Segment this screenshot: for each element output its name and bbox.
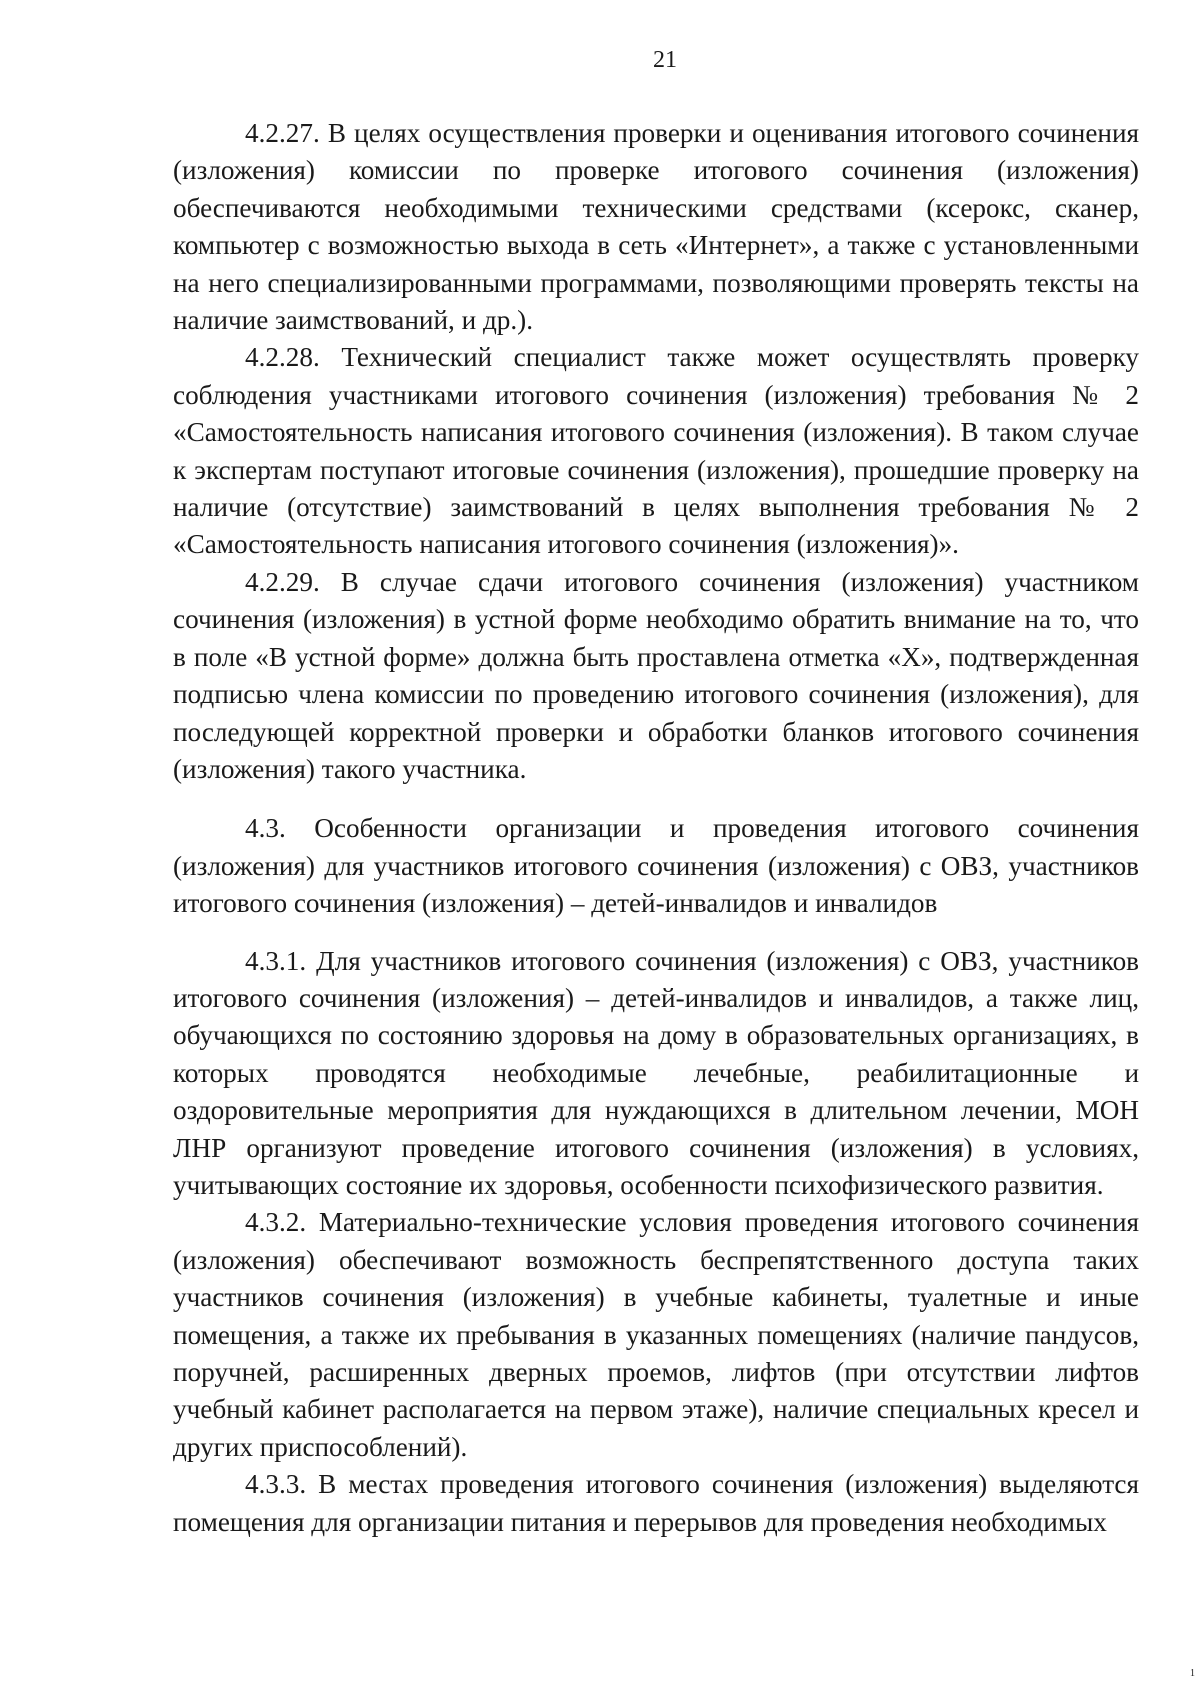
section-heading-4-3: 4.3. Особенности организации и проведения итогового сочинения (изложения) для участников итогового сочинения (изложения) с ОВЗ, участников итогового сочинения (изложения) – детей-инвалидов и инвалидов: [173, 813, 1139, 919]
page-number: 21: [653, 47, 677, 73]
paragraph-4-3-1: 4.3.1. Для участников итогового сочинения (изложения) с ОВЗ, участников итогового сочинения (изложения) – детей-инвалидов и инвалидов, а также лиц, обучающихся по состоянию здоровья на дому в образовательных организациях, в которых проводятся необходимые лечебные, реабилитационные и оздоровительные мероприятия для нуждающихся в длительном лечении, МОН ЛНР организуют проведение итогового сочинения (изложения) в условиях, учитывающих состояние их здоровья, особенности психофизического развития.: [173, 945, 1139, 1200]
paragraph-4-2-28: 4.2.28. Технический специалист также может осуществлять проверку соблюдения участниками итогового сочинения (изложения) требования № 2 «Самостоятельность написания итогового сочинения (изложения). В таком случае к экспертам поступают итоговые сочинения (изложения), прошедшие проверку на наличие (отсутствие) заимствований в целях выполнения требования № 2 «Самостоятельность написания итогового сочинения (изложения)».: [173, 342, 1139, 560]
paragraph-4-3-2: 4.3.2. Материально-технические условия проведения итогового сочинения (изложения) обеспечивают возможность беспрепятственного доступа таких участников сочинения (изложения) в учебные кабинеты, туалетные и иные помещения, а также их пребывания в указанных помещениях (наличие пандусов, поручней, расширенных дверных проемов, лифтов (при отсутствии лифтов учебный кабинет располагается на первом этаже), наличие специальных кресел и других приспособлений).: [173, 1207, 1139, 1462]
corner-mark: 1: [1190, 1668, 1195, 1679]
paragraph-4-2-27: 4.2.27. В целях осуществления проверки и оценивания итогового сочинения (изложения) комиссии по проверке итогового сочинения (изложения) обеспечиваются необходимыми техническими средствами (ксерокс, сканер, компьютер с возможностью выхода в сеть «Интернет», а также с установленными на него специализированными программами, позволяющими проверять тексты на наличие заимствований, и др.).: [173, 118, 1139, 336]
paragraph-4-3-3: 4.3.3. В местах проведения итогового сочинения (изложения) выделяются помещения для организации питания и перерывов для проведения необходимых: [173, 1469, 1139, 1537]
paragraph-4-2-29: 4.2.29. В случае сдачи итогового сочинения (изложения) участником сочинения (изложения) в устной форме необходимо обратить внимание на то, что в поле «В устной форме» должна быть проставлена отметка «Х», подтвержденная подписью члена комиссии по проведению итогового сочинения (изложения), для последующей корректной проверки и обработки бланков итогового сочинения (изложения) такого участника.: [173, 566, 1139, 784]
document-body: [173, 115, 1139, 1541]
